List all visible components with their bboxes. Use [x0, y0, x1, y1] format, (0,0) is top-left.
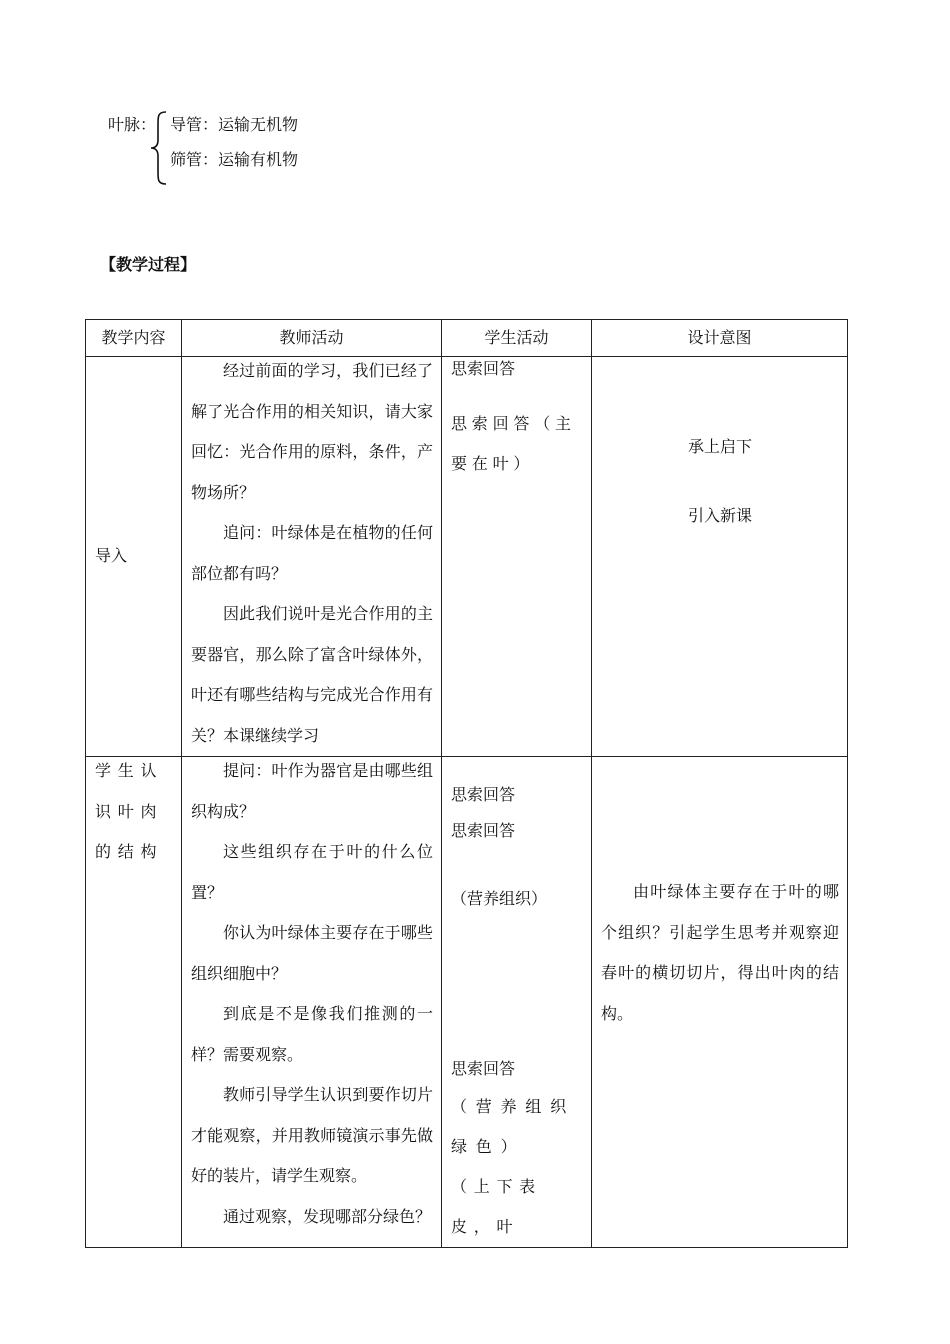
curly-brace-icon — [148, 110, 170, 186]
vein-label: 叶脉： — [108, 115, 157, 134]
section-title: 【教学过程】 — [100, 255, 197, 274]
table-row — [86, 757, 848, 1248]
teacher-paragraph: 追问：叶绿体是在植物的任何部位都有吗？ — [191, 523, 433, 583]
intent-text: 由叶绿体主要存在于叶的哪个组织？引起学生思考并观察迎春叶的横切切片，得出叶肉的结构。 — [601, 882, 839, 1023]
teacher-paragraph: 因此我们说叶是光合作用的主要器官，那么除了富含叶绿体外，叶还有哪些结构与完成光合作用有关？本课继续学习 — [191, 604, 433, 745]
student-answer: 思索回答 — [451, 1059, 516, 1078]
header-intent: 设计意图 — [592, 320, 848, 357]
header-student: 学生活动 — [442, 320, 592, 357]
student-answer: 思索回答（主要在叶） — [451, 413, 576, 473]
row-content: 导入 — [95, 546, 128, 566]
vein-item-vessel: 导管：运输无机物 — [170, 115, 299, 134]
teacher-paragraph: 你认为叶绿体主要存在于哪些组织细胞中？ — [191, 923, 433, 983]
student-answer: 思索回答 — [451, 359, 516, 378]
table-row — [86, 357, 848, 757]
header-teacher: 教师活动 — [182, 320, 442, 357]
lesson-table — [85, 319, 848, 1248]
teacher-paragraph: 通过观察，发现哪部分绿色？ — [223, 1206, 432, 1226]
student-answer: 思索回答 — [451, 821, 516, 840]
teacher-paragraph: 提问：叶作为器官是由哪些组织构成？ — [191, 761, 433, 821]
intent-text: 引入新课 — [687, 505, 752, 525]
vein-item-sieve-tube: 筛管：运输有机物 — [170, 150, 299, 169]
intent-text: 承上启下 — [687, 437, 752, 456]
teacher-paragraph: 经过前面的学习，我们已经了解了光合作用的相关知识，请大家回忆：光合作用的原料，条件，产物场所？ — [191, 361, 433, 502]
student-answer: （营养组织绿色） — [451, 1097, 576, 1156]
table-header-row — [86, 320, 848, 357]
teacher-paragraph: 这些组织存在于叶的什么位置？ — [191, 842, 433, 902]
header-content: 教学内容 — [86, 320, 182, 357]
row-content: 学生认识叶肉的结构 — [95, 761, 164, 861]
teacher-paragraph: 教师引导学生认识到要作切片才能观察，并用教师镜演示事先做好的装片，请学生观察。 — [191, 1085, 433, 1185]
student-answer: （营养组织） — [451, 889, 548, 908]
student-answer: （上下表皮，叶 — [451, 1177, 542, 1236]
teacher-paragraph: 到底是不是像我们推测的一样？需要观察。 — [191, 1004, 433, 1064]
student-answer: 思索回答 — [451, 785, 516, 804]
